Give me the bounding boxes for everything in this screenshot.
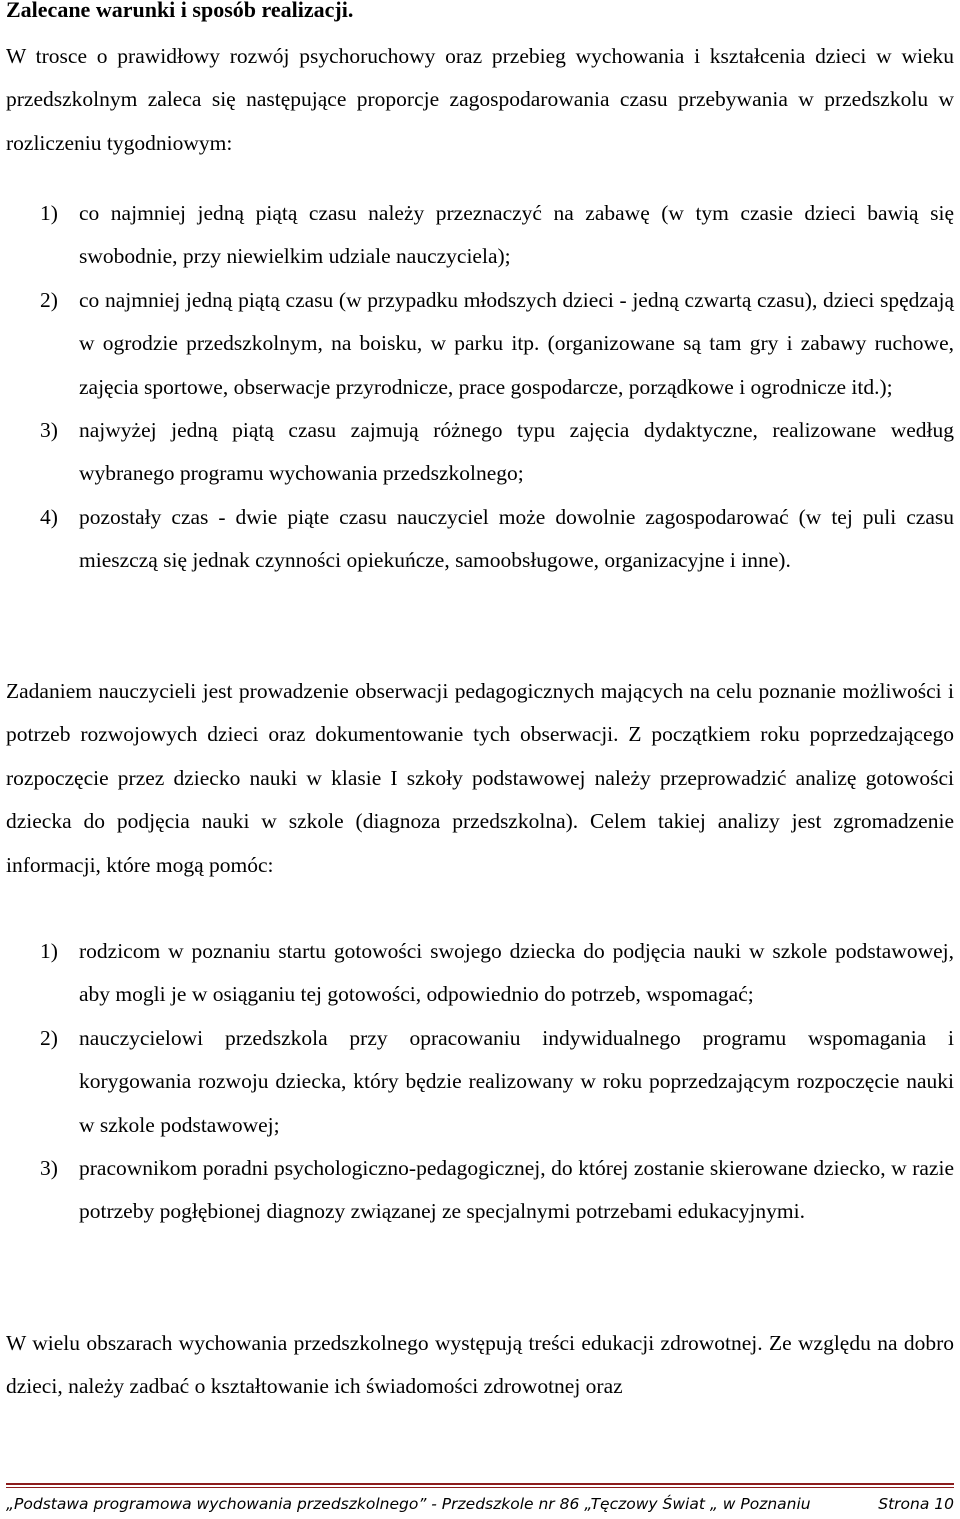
- list-item-number: 1): [40, 201, 58, 225]
- list-item-text: rodzicom w poznaniu startu gotowości swojego dziecka do podjęcia nauki w szkole podstawowej, aby mogli je w osiąganiu tej gotowości, odpowiednio do potrzeb, wspomagać;: [79, 939, 954, 1007]
- task-paragraph: Zadaniem nauczycieli jest prowadzenie obserwacji pedagogicznych mających na celu poznanie możliwości i potrzeb rozwojowych dzieci oraz dokumentowanie tych obserwacji. Z początkiem roku poprzedzającego rozpoczęcie przez dziecko nauki w klasie I szkoły podstawowej należy przeprowadzić analizę gotowości dziecka do podjęcia nauki w szkole (diagnoza przedszkolna). Celem takiej analizy jest zgromadzenie informacji, które mogą pomóc:: [6, 679, 954, 877]
- list-item-text: pozostały czas - dwie piąte czasu nauczyciel może dowolnie zagospodarować (w tej puli czasu mieszczą się jednak czynności opiekuńcze, samoobsługowe, organizacyjne i inne).: [79, 504, 954, 573]
- list-item: [40, 496, 954, 583]
- list-item-number: 4): [40, 504, 58, 529]
- footer-divider: [6, 1483, 954, 1485]
- page-footer: [6, 1494, 954, 1514]
- time-allocation-list: [40, 192, 954, 583]
- list-item-number: 3): [40, 1156, 58, 1181]
- page-number: Strona 10: [878, 1495, 954, 1513]
- list-item-number: 1): [40, 939, 58, 963]
- list-item-number: 2): [40, 1025, 58, 1050]
- list-item-text: najwyżej jedną piątą czasu zajmują różnego typu zajęcia dydaktyczne, realizowane według wybranego programu wychowania przedszkolnego;: [79, 418, 954, 486]
- closing-paragraph: W wielu obszarach wychowania przedszkolnego występują treści edukacji zdrowotnej. Ze względu na dobro dzieci, należy zadbać o kształtowanie ich świadomości zdrowotnej oraz: [6, 1331, 954, 1399]
- list-item: [40, 279, 954, 409]
- list-item: [40, 1147, 954, 1234]
- list-item-text: co najmniej jedną piątą czasu (w przypadku młodszych dzieci - jedną czwartą czasu), dzieci spędzają w ogrodzie przedszkolnym, na boisku, w parku itp. (organizowane są tam gry i zabawy ruchowe, zajęcia sportowe, obserwacje przyrodnicze, prace gospodarcze, porządkowe i ogrodnicze itd.);: [79, 287, 954, 399]
- list-item-number: 3): [40, 418, 58, 443]
- list-item: [40, 1017, 954, 1147]
- diagnosis-purpose-list: [40, 930, 954, 1234]
- list-item: [40, 409, 954, 496]
- footer-title: „Podstawa programowa wychowania przedszkolnego” - Przedszkole nr 86 „Tęczowy Świat „ w Poznaniu: [6, 1495, 811, 1513]
- footer-divider-thin: [6, 1487, 954, 1488]
- list-item: [40, 192, 954, 279]
- list-item: [40, 930, 954, 1017]
- intro-paragraph: W trosce o prawidłowy rozwój psychoruchowy oraz przebieg wychowania i kształcenia dzieci w wieku przedszkolnym zaleca się następujące proporcje zagospodarowania czasu przebywania w przedszkolu w rozliczeniu tygodniowym:: [6, 44, 954, 155]
- list-item-text: co najmniej jedną piątą czasu należy przeznaczyć na zabawę (w tym czasie dzieci bawią się swobodnie, przy niewielkim udziale nauczyciela);: [79, 201, 954, 269]
- list-item-text: nauczycielowi przedszkola przy opracowaniu indywidualnego programu wspomagania i korygowania rozwoju dziecka, który będzie realizowany w roku poprzedzającym rozpoczęcie nauki w szkole podstawowej;: [79, 1025, 954, 1137]
- list-item-text: pracownikom poradni psychologiczno-pedagogicznej, do której zostanie skierowane dziecko, w razie potrzeby pogłębionej diagnozy związanej ze specjalnymi potrzebami edukacyjnymi.: [79, 1156, 954, 1224]
- section-heading: Zalecane warunki i sposób realizacji.: [6, 0, 354, 22]
- list-item-number: 2): [40, 287, 58, 312]
